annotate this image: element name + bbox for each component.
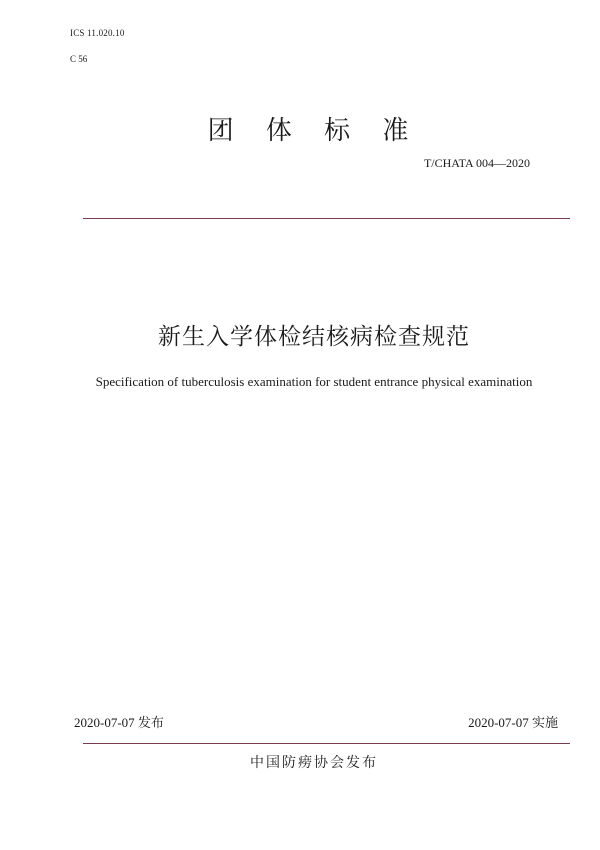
document-type-heading: 团 体 标 准 — [207, 116, 421, 146]
title-english: Specification of tuberculosis examination for student entrance physical examination — [95, 374, 533, 389]
standard-number: T/CHATA 004—2020 — [423, 156, 530, 170]
title-chinese: 新生入学体检结核病检查规范 — [158, 324, 470, 350]
bottom-divider — [83, 743, 570, 744]
ics-code: ICS 11.020.10 — [70, 28, 125, 38]
implementation-date: 2020-07-07 实施 — [468, 715, 558, 730]
publish-date: 2020-07-07 发布 — [74, 715, 164, 730]
publisher: 中国防痨协会发布 — [250, 755, 378, 771]
ccs-code: C 56 — [70, 54, 88, 64]
top-divider — [83, 218, 570, 219]
